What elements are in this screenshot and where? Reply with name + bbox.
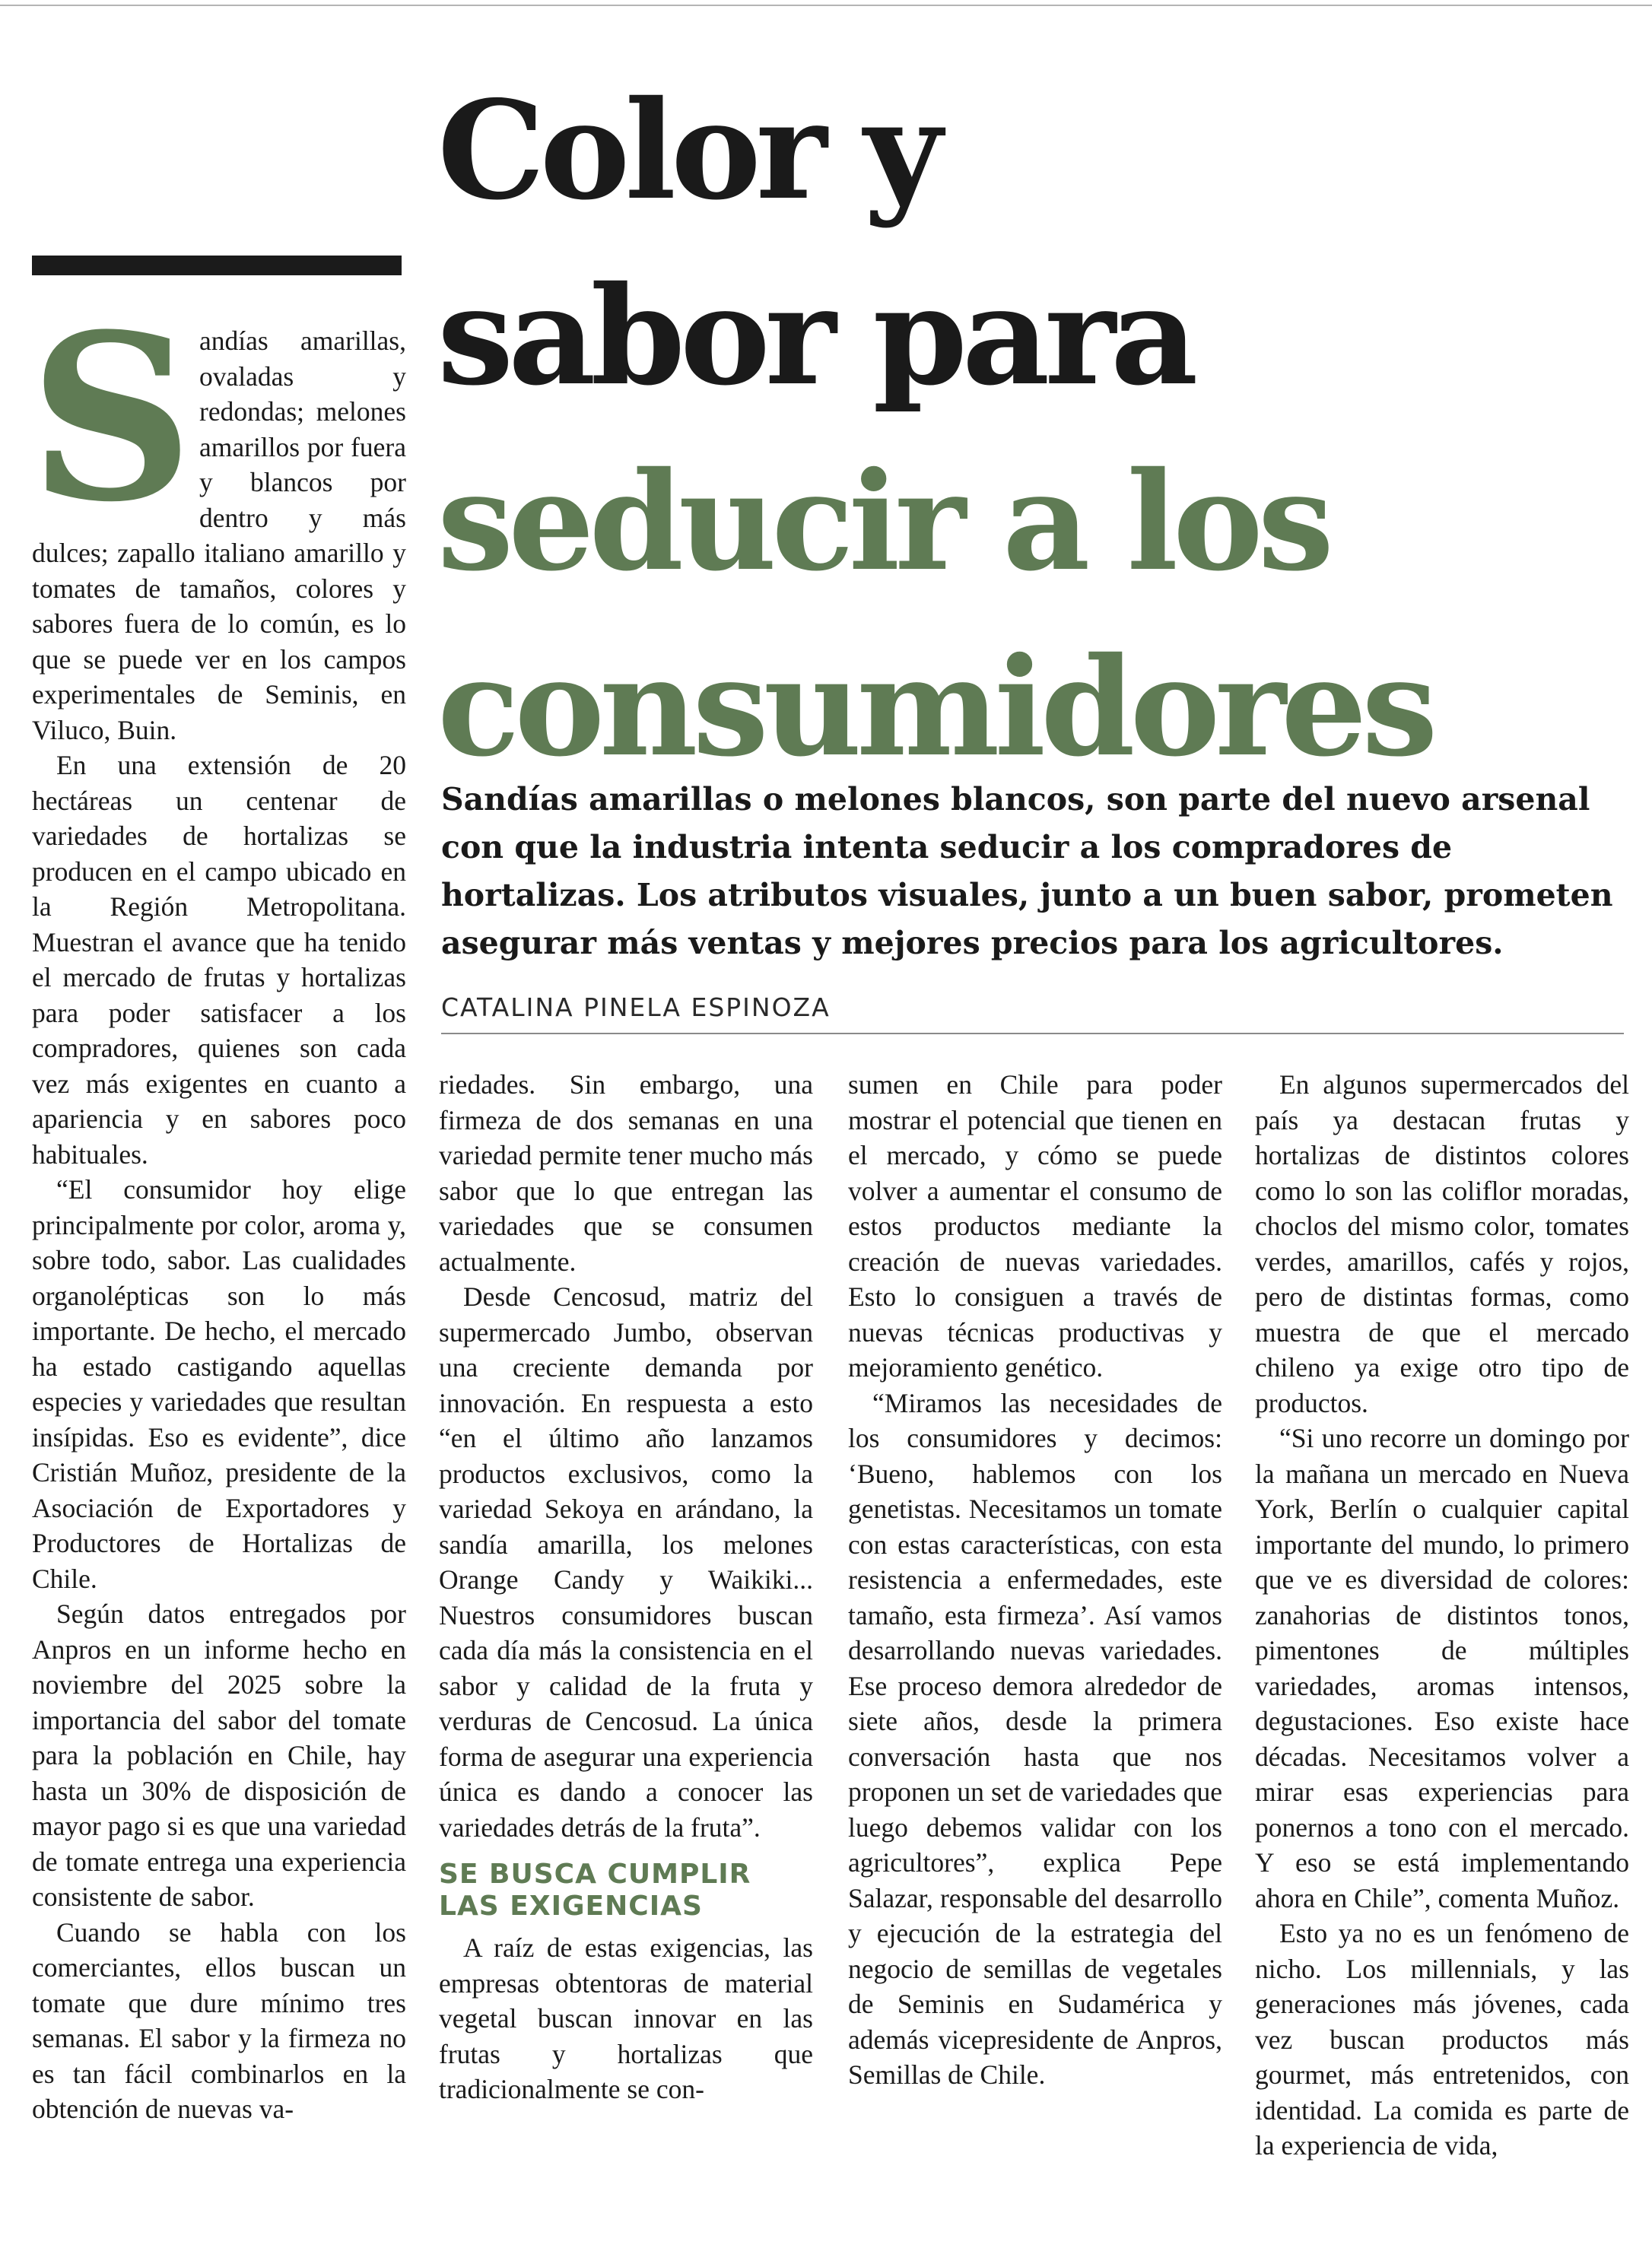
- paragraph-1-text: andías amarillas, ovaladas y redondas; melones amarillos por fuera y blancos por dentro y más dulces; zapallo italiano amarillo y tomates de tamaños, colores y sabores fuera de lo común, es lo que se puede ver en los campos experimentales de Seminis, en Viluco, Buin.: [32, 325, 406, 745]
- headline-line-1: Color y: [437, 71, 937, 230]
- subhead-line-1: SE BUSCA CUMPLIR: [439, 1859, 751, 1890]
- paragraph-9: sumen en Chile para poder mostrar el potencial que tienen en el mercado, y cómo se puede volver a aumentar el consumo de estos productos mediante la creación de nuevas variedades. Esto lo consiguen a través de nuevas técnicas productivas y mejoramiento genético.: [848, 1069, 1222, 1383]
- deck-line-4: asegurar más ventas y mejores precios para los agricultores.: [441, 925, 1504, 961]
- headline-line-4: consumidores: [437, 627, 1433, 786]
- section-bar: [32, 256, 402, 275]
- column-1: [29, 284, 406, 2127]
- byline: CATALINA PINELA ESPINOZA: [441, 992, 831, 1022]
- paragraph-11: En algunos supermercados del país ya destacan frutas y hortalizas de distintos colores como lo son las coliflor moradas, choclos del mismo color, tomates verdes, amarillos, cafés y rojos, pero de distintas formas, como muestra de que el mercado chileno ya exige otro tipo de productos.: [1255, 1069, 1629, 1418]
- paragraph-12: “Si uno recorre un domingo por la mañana un mercado en Nueva York, Berlín o cualquier capital importante del mundo, lo primero que ve es diversidad de colores: zanahorias de distintos tonos, pimentones de múltiples variedades, aromas intensos, degustaciones. Eso existe hace décadas. Necesitamos volver a mirar esas experiencias para ponernos a tono con el mercado. Y eso se está implementando ahora en Chile”, comenta Muñoz.: [1255, 1423, 1629, 1913]
- subhead: [439, 1859, 813, 1923]
- deck-line-1: Sandías amarillas o melones blancos, son parte del nuevo arsenal: [441, 781, 1590, 818]
- paragraph-2: En una extensión de 20 hectáreas un centenar de variedades de hortalizas se producen en el campo ubicado en la Región Metropolitana. Muestran el avance que ha tenido el mercado de frutas y hortalizas para poder satisfacer a los compradores, quienes son cada vez más exigentes en cuanto a apariencia y en sabores poco habituales.: [32, 750, 406, 1170]
- headline-line-2: sabor para: [437, 256, 1193, 415]
- paragraph-6: riedades. Sin embargo, una firmeza de dos semanas en una variedad permite tener mucho más sabor que lo que entregan las variedades que se consumen actualmente.: [439, 1069, 813, 1277]
- deck-line-3: hortalizas. Los atributos visuales, junto a un buen sabor, prometen: [441, 877, 1613, 913]
- column-4: [1255, 1067, 1629, 2164]
- deck-line-2: con que la industria intenta seducir a los compradores de: [441, 829, 1453, 865]
- top-rule: [0, 5, 1652, 6]
- headline: [437, 58, 1624, 799]
- paragraph-13: Esto ya no es un fenómeno de nicho. Los millennials, y las generaciones más jóvenes, cada vez buscan productos más gourmet, más entretenidos, con identidad. La comida es parte de la experiencia de vida,: [1255, 1918, 1629, 2161]
- column-3: [848, 1067, 1222, 2093]
- paragraph-1: [29, 284, 406, 748]
- subhead-line-2: LAS EXIGENCIAS: [439, 1891, 703, 1922]
- paragraph-5: Cuando se habla con los comerciantes, ellos buscan un tomate que dure mínimo tres semanas. El sabor y la firmeza no es tan fácil combinarlos en la obtención de nuevas va-: [32, 1916, 406, 2124]
- paragraph-7: Desde Cencosud, matriz del supermercado Jumbo, observan una creciente demanda por innovación. En respuesta a esto “en el último año lanzamos productos exclusivos, como la variedad Sekoya en arándano, la sandía amarilla, los melones Orange Candy y Waikiki... Nuestros consumidores buscan cada día más la consistencia en el sabor y calidad de la fruta y verduras de Cencosud. La única forma de asegurar una experiencia única es dando a conocer las variedades detrás de la fruta”.: [439, 1281, 813, 1843]
- byline-rule: [441, 1033, 1624, 1034]
- deck-summary: [441, 776, 1628, 967]
- paragraph-10: “Miramos las necesidades de los consumidores y decimos: ‘Bueno, hablemos con los genetistas. Necesitamos un tomate con estas características, con esta resistencia a enfermedades, este tamaño, esta firmeza’. Así vamos desarrollando nuevas variedades. Ese proceso demora alrededor de siete años, desde la primera conversación hasta que nos proponen un set de variedades que luego debemos validar con los agricultores”, explica Pepe Salazar, responsable del desarrollo y ejecución de la estrategia del negocio de semillas de vegetales de Seminis en Sudamérica y además vicepresidente de Anpros, Semillas de Chile.: [848, 1387, 1222, 2090]
- paragraph-8: A raíz de estas exigencias, las empresas obtentoras de material vegetal buscan innovar en las frutas y hortalizas que tradicionalmente se con-: [439, 1932, 813, 2104]
- headline-line-3: seducir a los: [437, 441, 1329, 601]
- drop-cap: S: [29, 284, 194, 552]
- paragraph-4: Según datos entregados por Anpros en un informe hecho en noviembre del 2025 sobre la importancia del sabor del tomate para la población en Chile, hay hasta un 30% de disposición de mayor pago si es que una variedad de tomate entrega una experiencia consistente de sabor.: [32, 1599, 406, 1912]
- paragraph-3: “El consumidor hoy elige principalmente por color, aroma y, sobre todo, sabor. Las cualidades organolépticas son lo más importante. De hecho, el mercado ha estado castigando aquellas especies y variedades que resultan insípidas. Eso es evidente”, dice Cristián Muñoz, presidente de la Asociación de Exportadores y Productores de Hortalizas de Chile.: [32, 1174, 406, 1594]
- column-2: [439, 1067, 813, 2107]
